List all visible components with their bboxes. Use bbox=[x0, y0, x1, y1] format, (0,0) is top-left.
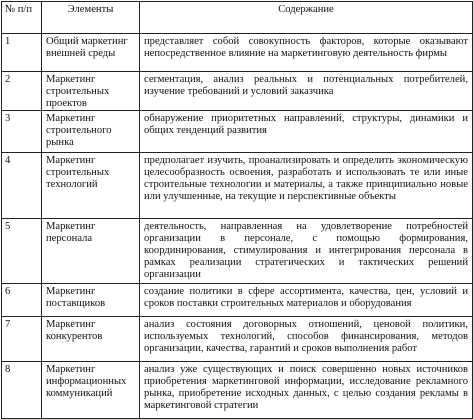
row-element: Маркетинг информационных коммуникаций bbox=[42, 362, 140, 419]
row-element: Маркетинг конкурентов bbox=[42, 317, 140, 362]
table-row bbox=[2, 219, 473, 284]
row-number: 5 bbox=[2, 219, 42, 284]
header-num: № п/п bbox=[2, 2, 42, 34]
row-content: деятельность, направленная на удовлетворение потребностей организации в персонале, с помощью формирования, координирования, стимулирования и интегрирования персонала в рамках реализации стратегических и тактических решений организации bbox=[140, 219, 473, 284]
row-element: Маркетинг строительных технологий bbox=[42, 153, 140, 219]
marketing-elements-table bbox=[1, 1, 473, 419]
row-content: представляет собой совокупность факторов, которые оказывают непосредственное влияние на маркетинговую деятельность фирмы bbox=[140, 34, 473, 72]
row-element: Маркетинг поставщиков bbox=[42, 284, 140, 317]
table-row bbox=[2, 111, 473, 153]
table-row bbox=[2, 72, 473, 111]
row-element: Маркетинг строительного рынка bbox=[42, 111, 140, 153]
row-number: 6 bbox=[2, 284, 42, 317]
table-row bbox=[2, 284, 473, 317]
table-header-row bbox=[2, 2, 473, 34]
row-element: Общий маркетинг внешней среды bbox=[42, 34, 140, 72]
row-number: 1 bbox=[2, 34, 42, 72]
row-content: анализ уже существующих и поиск совершенно новых источников приобретения маркетинговой информации, исследование рекламного рынка, приобретение исходных данных, с целью создания рекламы в маркетинговой стратегии bbox=[140, 362, 473, 419]
header-content: Содержание bbox=[140, 2, 473, 34]
row-number: 3 bbox=[2, 111, 42, 153]
table-row bbox=[2, 317, 473, 362]
row-content: создание политики в сфере ассортимента, качества, цен, условий и сроков поставки строительных материалов и оборудования bbox=[140, 284, 473, 317]
row-content: анализ состояния договорных отношений, ценовой политики, используемых технологий, способов финансирования, методов организации, качества, гарантий и сроков выполнения работ bbox=[140, 317, 473, 362]
table-row bbox=[2, 34, 473, 72]
row-content: предполагает изучить, проанализировать и определить экономическую целесообразность освоения, разработать и использовать те или иные строительные технологии и материалы, а также принципиально новые или улучшенные, на текущие и перспективные объекты bbox=[140, 153, 473, 219]
row-element: Маркетинг персонала bbox=[42, 219, 140, 284]
row-number: 4 bbox=[2, 153, 42, 219]
row-number: 8 bbox=[2, 362, 42, 419]
table-row bbox=[2, 362, 473, 419]
row-number: 7 bbox=[2, 317, 42, 362]
row-content: сегментация, анализ реальных и потенциальных потребителей, изучение требований и условий заказчика bbox=[140, 72, 473, 111]
header-elements: Элементы bbox=[42, 2, 140, 34]
table-row bbox=[2, 153, 473, 219]
row-number: 2 bbox=[2, 72, 42, 111]
row-element: Маркетинг строительных проектов bbox=[42, 72, 140, 111]
row-content: обнаружение приоритетных направлений, структуры, динамики и общих тенденций развития bbox=[140, 111, 473, 153]
